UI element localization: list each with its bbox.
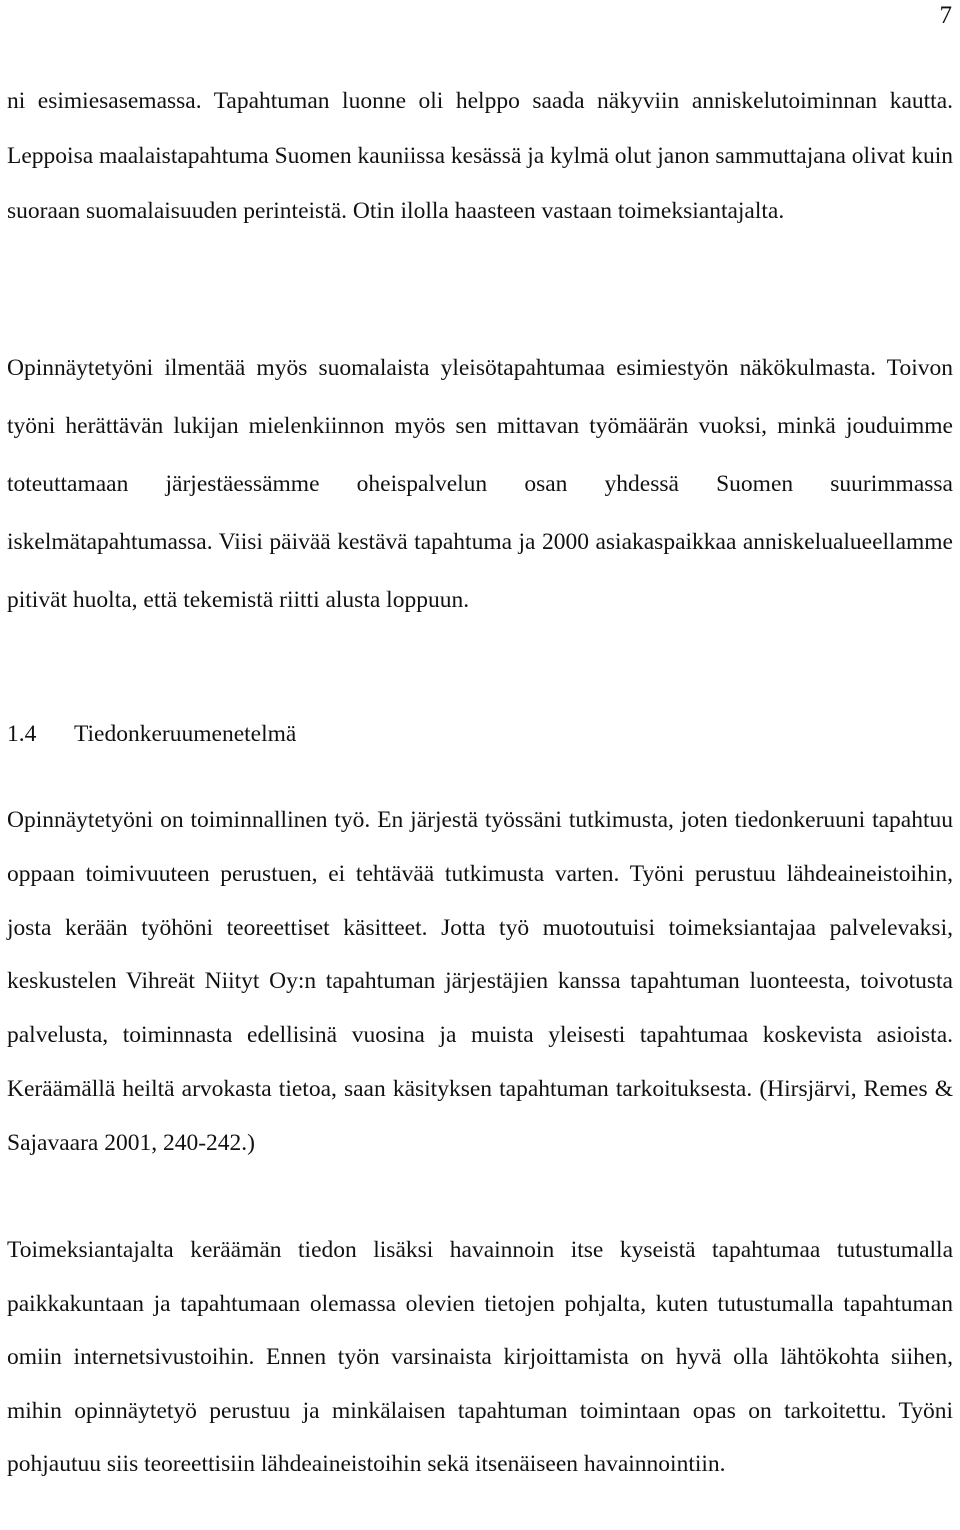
section-number: 1.4 — [7, 721, 37, 747]
page-number: 7 — [939, 2, 952, 29]
paragraph-perspective: Opinnäytetyöni ilmentää myös suomalaista yleisötapahtumaa esimiestyön näkökulmasta. Toivon työni herättävän lukijan mielenkiinnon myös sen mittavan työmäärän vuoksi, minkä jouduimme toteuttamaan järjestäessämme oheispalvelun osan yhdessä Suomen suurimmassa iskelmätapahtumassa. Viisi päivää kestävä tapahtuma ja 2000 asiakaspaikkaa anniskelualueellamme pitivät huolta, että tekemistä riitti alusta loppuun. — [7, 355, 953, 613]
section-heading — [7, 717, 296, 751]
paragraph-method: Opinnäytetyöni on toiminnallinen työ. En järjestä työssäni tutkimusta, joten tiedonkeruuni tapahtuu oppaan toimivuuteen perustuen, ei tehtävää tutkimusta varten. Työni perustuu lähdeaineistoihin, josta kerään työhöni teoreettiset käsitteet. Jotta työ muotoutuisi toimeksiantajaa palvelevaksi, keskustelen Vihreät Niityt Oy:n tapahtuman järjestäjien kanssa tapahtuman luonteesta, toivotusta palvelusta, toiminnasta edellisinä vuosina ja muista yleisesti tapahtumaa koskevista asioista. Keräämällä heiltä arvokasta tietoa, saan käsityksen tapahtuman tarkoituksesta. (Hirsjärvi, Remes & Sajavaara 2001, 240-242.) — [7, 807, 953, 1156]
paragraph-intro-end: ni esimiesasemassa. Tapahtuman luonne oli helppo saada näkyviin anniskelutoiminnan kautta. Leppoisa maalaistapahtuma Suomen kauniissa kesässä ja kylmä olut janon sammuttajana olivat kuin suoraan suomalaisuuden perinteistä. Otin ilolla haasteen vastaan toimeksiantajalta. — [7, 88, 953, 224]
paragraph-observation: Toimeksiantajalta keräämän tiedon lisäksi havainnoin itse kyseistä tapahtumaa tutustumalla paikkakuntaan ja tapahtumaan olemassa olevien tietojen pohjalta, kuten tutustumalla tapahtuman omiin internetsivustoihin. Ennen työn varsinaista kirjoittamista on hyvä olla lähtökohta siihen, mihin opinnäytetyö perustuu ja minkälaisen tapahtuman toimintaan opas on tarkoitettu. Työni pohjautuu siis teoreettisiin lähdeaineistoihin sekä itsenäiseen havainnointiin. — [7, 1237, 953, 1477]
section-title: Tiedonkeruumenetelmä — [74, 721, 297, 747]
